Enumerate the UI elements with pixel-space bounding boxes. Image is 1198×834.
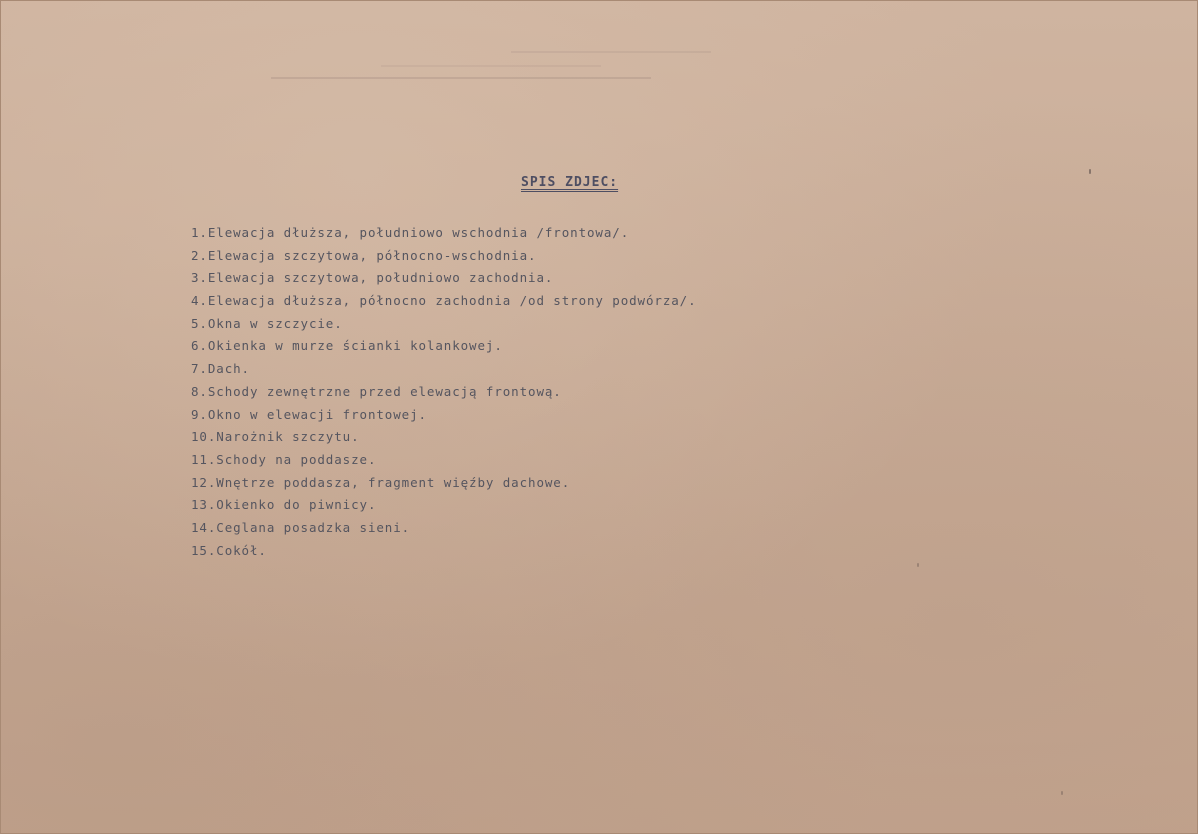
list-item: 8.Schody zewnętrzne przed elewacją frontową. [191,383,562,399]
paper-speck [917,563,919,567]
list-item: 1.Elewacja dłuższa, południowo wschodnia /frontowa/. [191,225,630,240]
offset-ghost-line [511,51,711,53]
document-title: SPIS ZDJEC: [521,175,619,190]
list-item: 7.Dach. [191,361,250,377]
paper-speck [1061,791,1063,795]
list-item: 9.Okno w elewacji frontowej. [191,406,427,422]
list-item: 6.Okienka w murze ścianki kolankowej. [191,338,503,354]
list-item: 10.Narożnik szczytu. [191,429,360,445]
list-item: 15.Cokół. [191,542,267,558]
list-item: 11.Schody na poddasze. [191,451,377,467]
list-item: 2.Elewacja szczytowa, północno-wschodnia. [191,247,537,263]
list-item: 12.Wnętrze poddasza, fragment więźby dachowe. [191,474,571,490]
list-item: 3.Elewacja szczytowa, południowo zachodnia. [191,270,554,286]
list-item: 14.Ceglana posadzka sieni. [191,519,411,535]
offset-ghost-line [271,77,651,79]
list-item: 13.Okienko do piwnicy. [191,497,377,513]
list-item: 5.Okna w szczycie. [191,315,343,331]
offset-ghost-line [381,65,601,67]
list-item: 4.Elewacja dłuższa, północno zachodnia /od strony podwórza/. [191,293,697,309]
paper-speck [1089,169,1091,174]
photo-list [191,222,697,562]
